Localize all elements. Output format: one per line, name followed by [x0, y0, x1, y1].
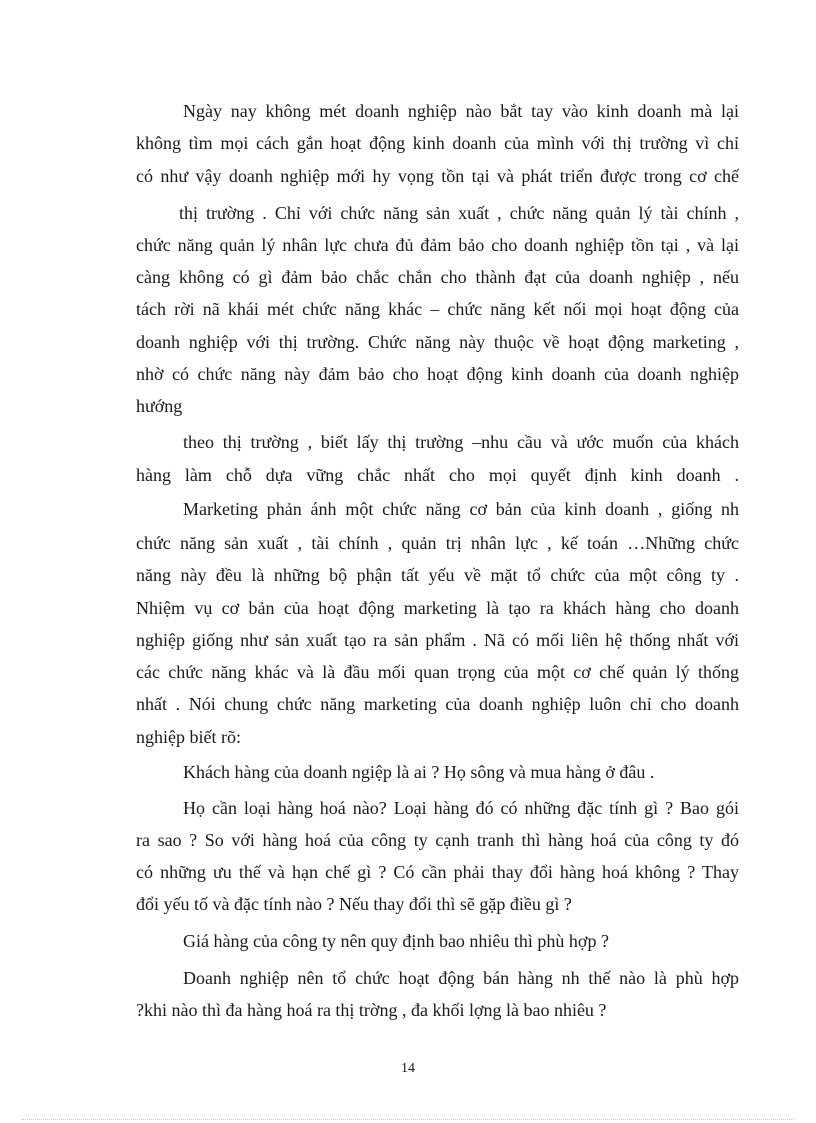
text-line: có như vậy doanh nghiệp mới hy vọng tồn tại và phát triển được trong cơ chế [136, 166, 739, 186]
text-line: theo thị trường , biết lấy thị trường –nhu cầu và ước muốn của khách [183, 432, 739, 452]
text-line: ?khi nào thì đa hàng hoá ra thị trờng , đa khối lợng là bao nhiêu ? [136, 1000, 607, 1020]
text-line: nhờ có chức năng này đảm bảo cho hoạt động kinh doanh của doanh nghiệp [136, 364, 739, 384]
text-line: thị trường . Chỉ với chức năng sản xuất , chức năng quản lý tài chính , [179, 203, 739, 223]
text-line: ra sao ? So với hàng hoá của công ty cạnh tranh thì hàng hoá của công ty đó [136, 830, 739, 850]
text-line: Giá hàng của công ty nên quy định bao nhiêu thì phù hợp ? [183, 931, 609, 951]
text-line: Nhiệm vụ cơ bản của hoạt động marketing là tạo ra khách hàng cho doanh [136, 598, 739, 618]
text-line: năng này đều là những bộ phận tất yếu về mặt tổ chức của một công ty . [136, 565, 739, 585]
text-line: chức năng quản lý nhân lực chưa đủ đảm bảo cho doanh nghiệp tồn tại , và lại [136, 235, 739, 255]
text-line: không tìm mọi cách gắn hoạt động kinh doanh của mình với thị trường vì chỉ [136, 133, 739, 153]
text-line: đổi yếu tố và đặc tính nào ? Nếu thay đổi thì sẽ gặp điều gì ? [136, 894, 572, 914]
text-line: có những ưu thế và hạn chế gì ? Có cần phải thay đổi hàng hoá không ? Thay [136, 862, 739, 882]
text-line: các chức năng khác và là đầu mối quan trọng của một cơ chế quản lý thống [136, 662, 739, 682]
text-line: Họ cần loại hàng hoá nào? Loại hàng đó có những đặc tính gì ? Bao gói [183, 798, 739, 818]
text-line: nhất . Nói chung chức năng marketing của doanh nghiệp luôn chỉ cho doanh [136, 694, 739, 714]
page-number: 14 [401, 1061, 415, 1076]
text-line: Ngày nay không mét doanh nghiệp nào bắt tay vào kinh doanh mà lại [183, 101, 739, 121]
text-line: Khách hàng của doanh ngiệp là ai ? Họ sông và mua hàng ở đâu . [183, 762, 655, 782]
text-line: nghiệp giống như sản xuất tạo ra sản phẩm . Nã có mối liên hệ thống nhất với [136, 630, 739, 650]
text-line: càng không có gì đảm bảo chắc chắn cho thành đạt của doanh nghiệp , nếu [136, 267, 739, 287]
text-line: hướng [136, 396, 183, 416]
footer-divider [22, 1119, 794, 1120]
text-line: Marketing phản ánh một chức năng cơ bản của kinh doanh , giống nh [183, 499, 739, 519]
text-line: hàng làm chỗ dựa vững chắc nhất cho mọi quyết định kinh doanh . [136, 465, 739, 485]
text-line: nghiệp biết rõ: [136, 727, 241, 747]
text-line: tách rời nã khái mét chức năng khác – chức năng kết nối mọi hoạt động của [136, 299, 739, 319]
text-line: doanh nghiệp với thị trường. Chức năng này thuộc về hoạt động marketing , [136, 332, 739, 352]
text-line: Doanh nghiệp nên tổ chức hoạt động bán hàng nh thế nào là phù hợp [183, 968, 739, 988]
text-line: chức năng sản xuất , tài chính , quản trị nhân lực , kế toán …Những chức [136, 533, 739, 553]
